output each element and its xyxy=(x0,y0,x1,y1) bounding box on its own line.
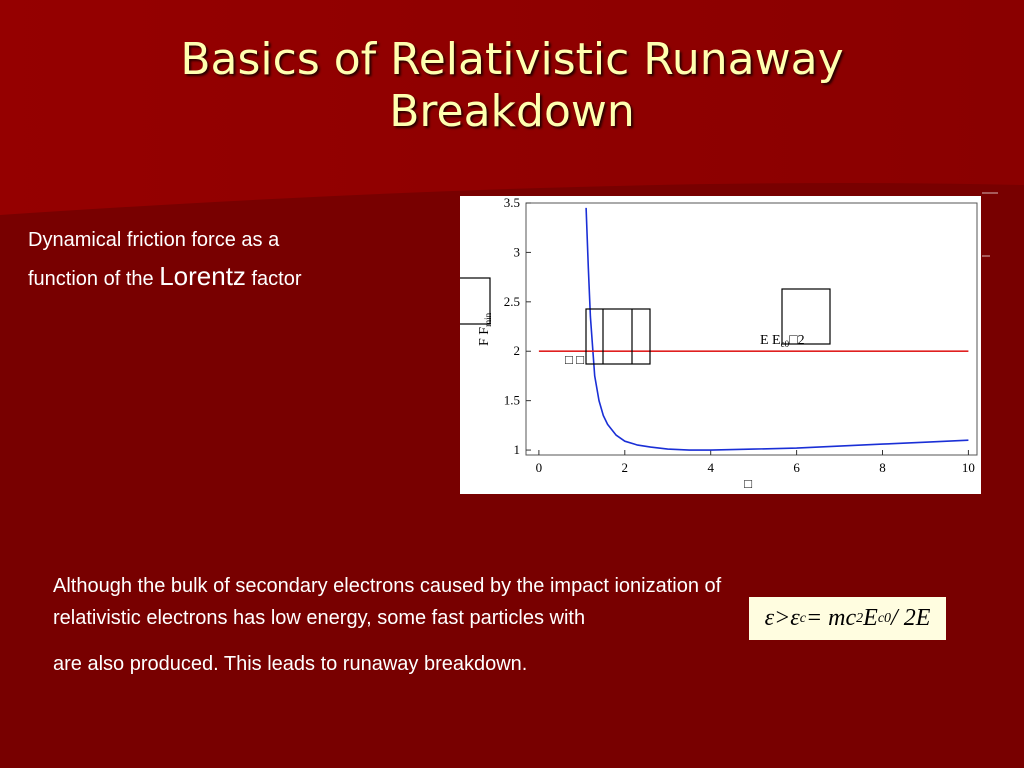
chart-svg xyxy=(460,196,981,494)
caption-part-2: function of the xyxy=(28,268,160,290)
y-tick-label-2: 2 xyxy=(513,343,520,359)
y-tick-label-1: 1.5 xyxy=(503,392,520,408)
formula-eq: = mc xyxy=(805,605,857,631)
slide-title xyxy=(60,34,964,138)
x-tick-label-2: 4 xyxy=(707,460,714,475)
y-axis-label: F $F_{min}$ xyxy=(477,312,493,346)
x-tick-label-5: 10 xyxy=(961,460,975,475)
friction-chart xyxy=(460,196,981,494)
formula-box xyxy=(749,597,946,640)
x-tick-label-4: 8 xyxy=(879,460,886,475)
caption-part-1: Dynamical friction force as a xyxy=(28,229,280,251)
x-tick-label-0: 0 xyxy=(535,460,543,475)
formula-sq: 2 xyxy=(856,610,864,626)
caption-part-3: factor xyxy=(245,268,302,290)
x-axis-label: □ xyxy=(744,476,752,491)
x-tick-label-1: 2 xyxy=(621,460,629,475)
formula-E: E xyxy=(863,605,878,631)
annotation-left-label: □ □ xyxy=(565,352,584,367)
title-line-2: Breakdown xyxy=(389,86,635,137)
title-line-1: Basics of Relativistic Runaway xyxy=(180,34,844,85)
formula-gt: > xyxy=(774,605,791,631)
x-tick-label-3: 6 xyxy=(793,460,800,475)
body-line-2: relativistic electrons has low energy, some fast particles with xyxy=(53,607,586,629)
formula-eps: ε xyxy=(764,605,775,631)
body-line-3: are also produced. This leads to runaway breakdown. xyxy=(53,653,528,675)
formula-sub-c: c xyxy=(799,610,806,626)
y-tick-label-4: 3 xyxy=(513,244,520,260)
y-tick-label-0: 1 xyxy=(513,442,520,458)
formula-sub-c0: c0 xyxy=(877,610,892,626)
y-tick-label-3: 2.5 xyxy=(503,293,520,309)
plot-area xyxy=(526,203,977,455)
formula-eps-c: ε xyxy=(790,605,800,631)
chart-caption xyxy=(28,222,428,297)
annotation-right-label: E $E_{c0}□2$ xyxy=(760,333,805,349)
y-tick-label-5: 3.5 xyxy=(503,196,520,210)
formula-div: / 2E xyxy=(891,605,931,631)
caption-emphasis: Lorentz xyxy=(159,261,246,291)
body-line-1: Although the bulk of secondary electrons caused by the impact ionization of xyxy=(53,575,722,597)
